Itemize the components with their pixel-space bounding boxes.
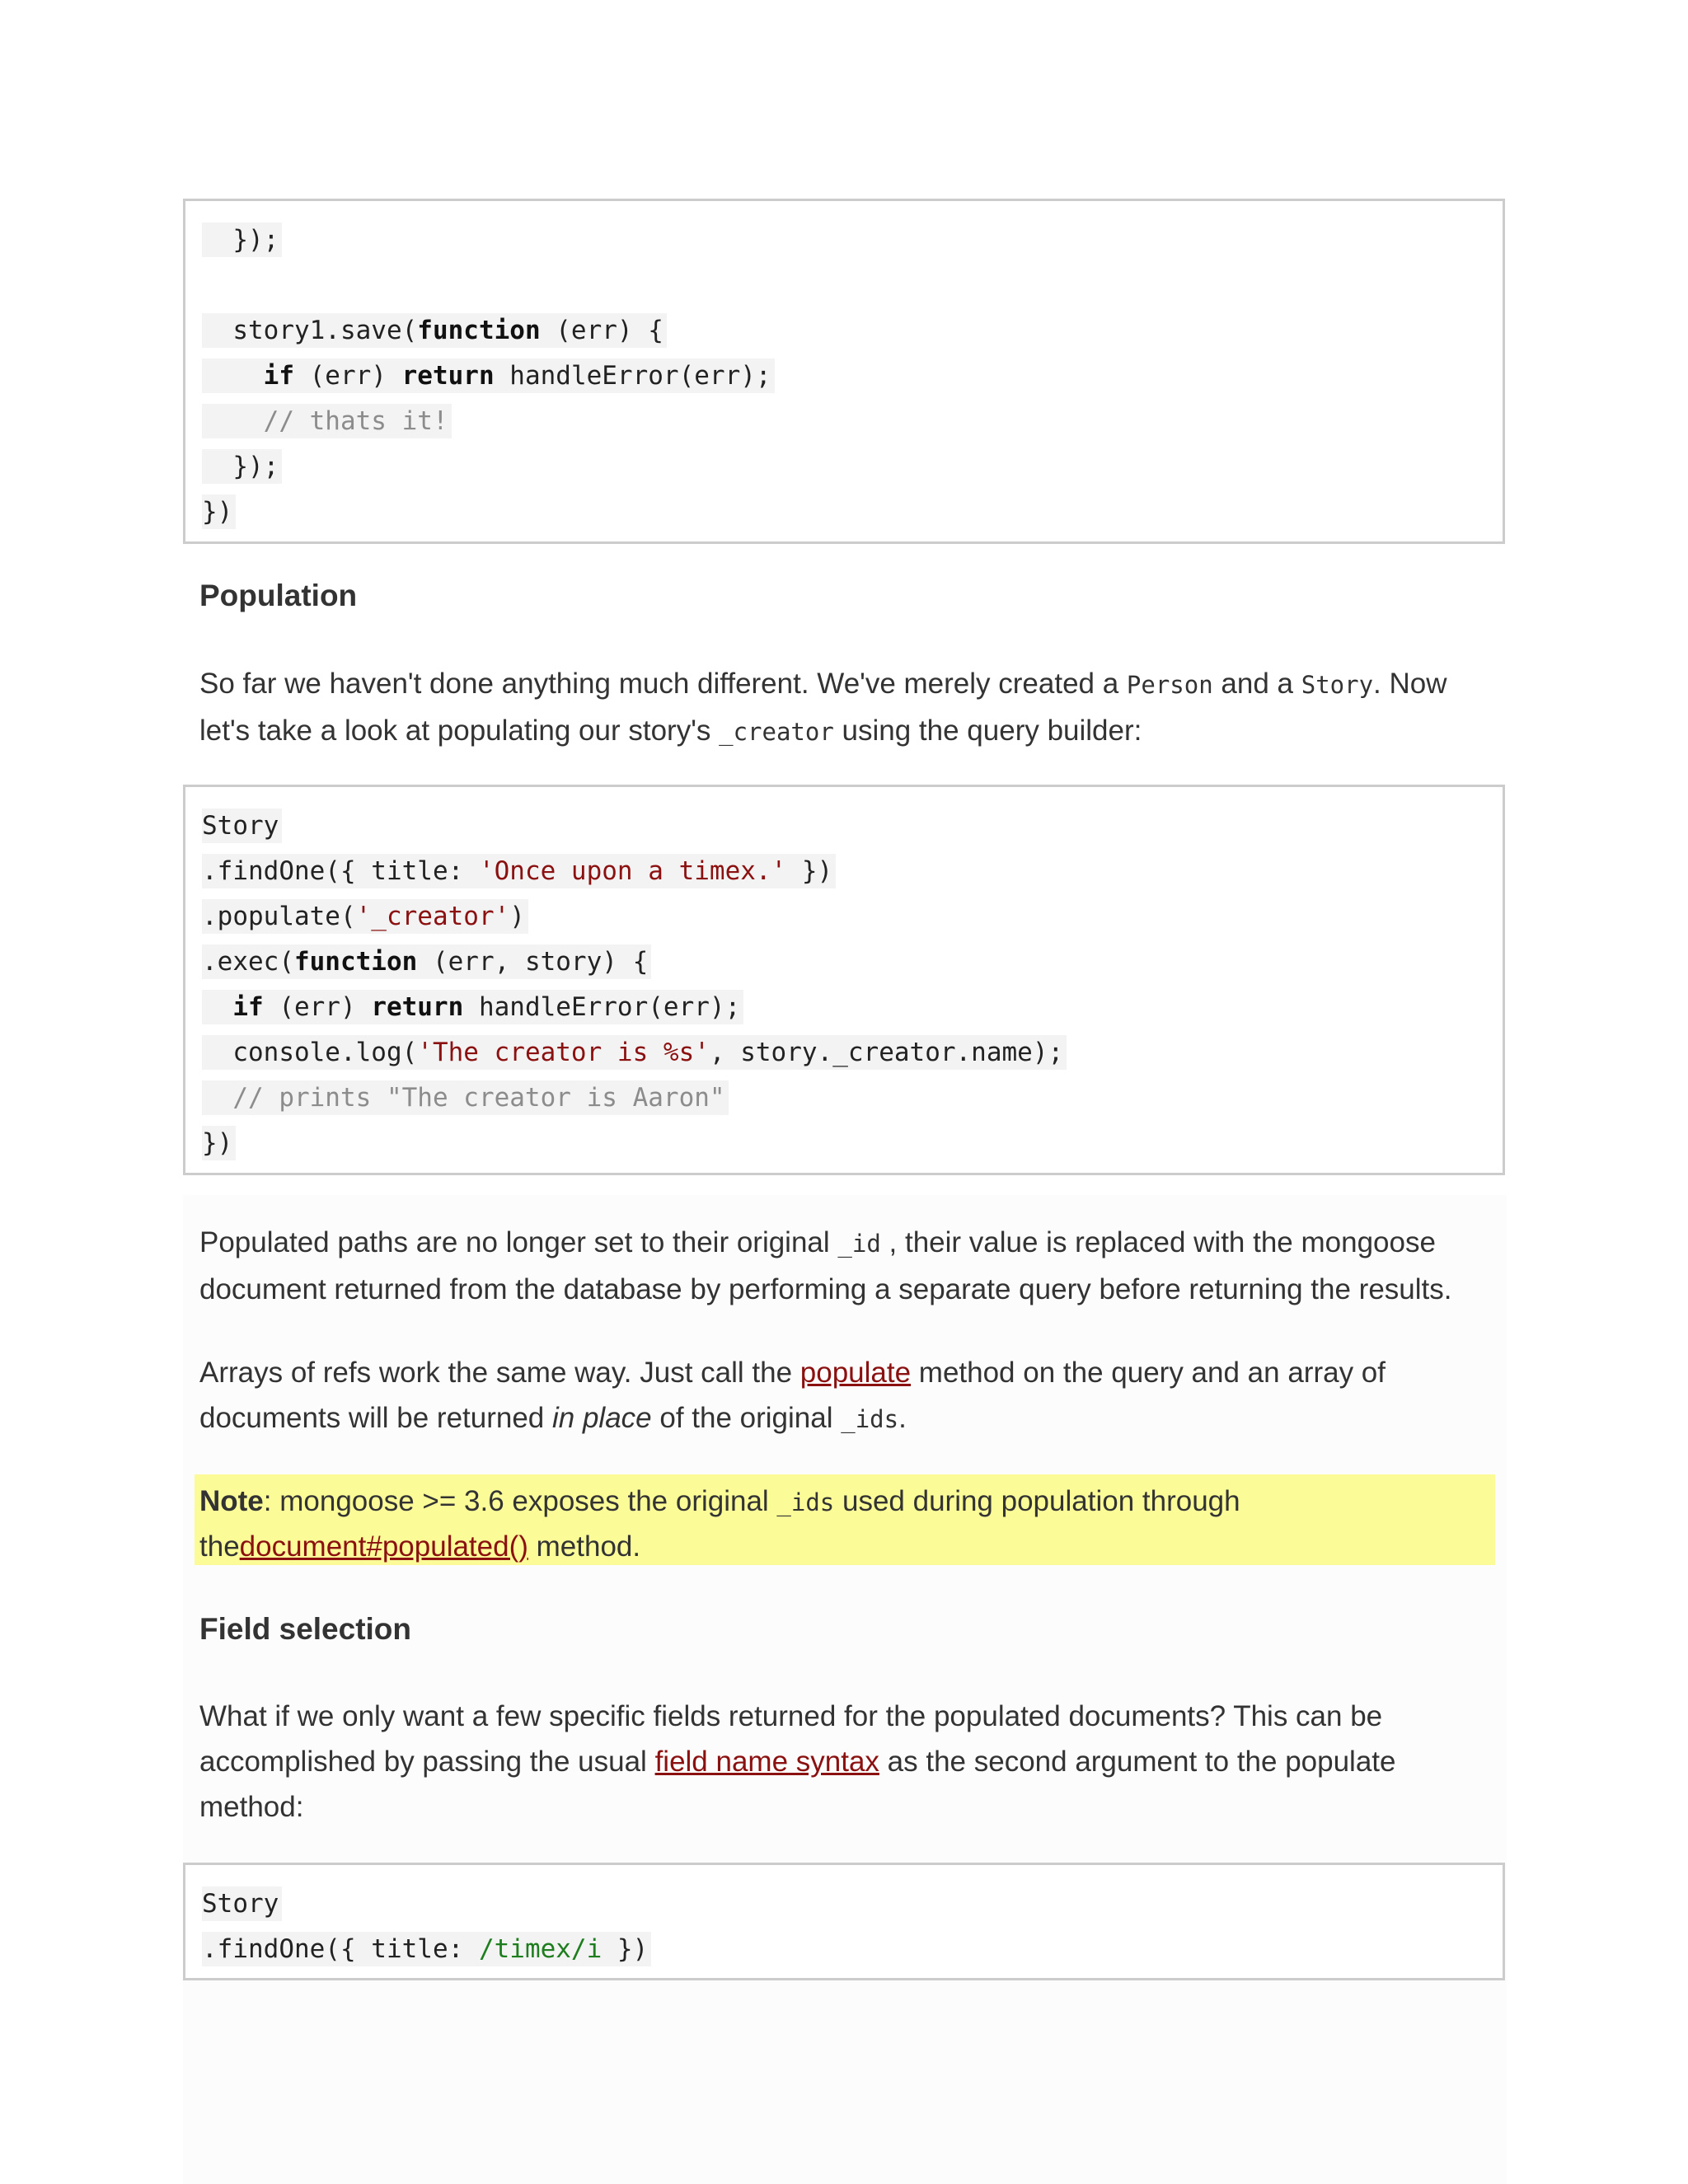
inline-code-ids: _ids [776,1488,835,1516]
code-token: return [401,361,495,391]
code-token: ) [509,902,525,931]
code-token: console.log( [202,1038,418,1067]
paragraph-populated-paths [199,1220,1485,1312]
code-token: /timex/i [478,1934,603,1964]
code-line-content [202,223,282,257]
code-line-content [202,854,836,888]
code-line [185,985,1503,1030]
text-fragment: What if we only want a few specific fields returned for the populated documents? This can be accomplished by passing the usual [199,1700,1383,1778]
text-fragment: Arrays of refs work the same way. Just call the [199,1357,800,1389]
code-line [185,444,1503,490]
code-token: }) [786,856,833,886]
text-fragment: method. [528,1530,641,1563]
paragraph-field-selection [199,1694,1485,1830]
code-token: return [371,992,464,1022]
code-token: handleError(err); [494,361,771,391]
text-fragment: . [898,1402,907,1434]
code-line [185,354,1503,399]
code-line [185,399,1503,444]
code-line-content [202,990,743,1024]
inline-code-creator: _creator [719,718,834,746]
code-token: (err) [293,361,402,391]
code-token: (err) [263,992,372,1022]
code-block-field-selection [183,1863,1505,1980]
text-fragment: and a [1212,668,1301,700]
code-token: }) [202,497,233,527]
code-line-content [202,404,452,438]
text-fragment: , their value is replaced with the mongoose document returned from the database by performing a separate query before returning the results. [199,1226,1452,1305]
text-fragment: using the query builder: [833,715,1142,747]
code-token: }); [202,225,279,255]
code-line [185,804,1503,849]
text-fragment: of the original [651,1402,842,1434]
code-token: .populate( [202,902,356,931]
link-document-populated[interactable]: document#populated() [239,1530,528,1563]
note-text [199,1479,1485,1569]
code-line-content [202,1035,1067,1070]
paragraph-arrays-of-refs [199,1350,1485,1442]
code-line-content [202,1080,729,1115]
code-token [202,992,232,1022]
code-token: (err) { [540,316,663,345]
code-line [185,263,1503,308]
code-line [185,894,1503,940]
code-line [185,1076,1503,1121]
link-populate[interactable]: populate [799,1357,912,1389]
code-token: // thats it! [202,406,448,436]
code-line-content [202,1126,236,1160]
code-token: }); [202,452,279,481]
code-line-content [202,899,528,934]
code-token: '_creator' [355,902,510,931]
code-token: 'The creator is %s' [417,1038,710,1067]
code-block-save-story [183,199,1505,544]
code-token: , story._creator.name); [709,1038,1064,1067]
code-token: function [293,947,418,977]
code-line [185,1030,1503,1076]
code-token: Story [202,1889,279,1919]
page-background-tint [183,1195,1507,2184]
code-token: handleError(err); [463,992,741,1022]
code-token: if [263,361,294,391]
code-block-populate-query [183,785,1505,1175]
code-token: }) [602,1934,649,1964]
code-token: (err, story) { [417,947,649,977]
code-line-content [202,1886,282,1921]
paragraph-population-intro [199,661,1485,755]
text-fragment: method on the query and an array of documents will be returned [199,1357,1386,1434]
code-line [185,218,1503,263]
code-token: function [417,316,541,345]
code-token: Story [202,811,279,841]
heading-population: Population [199,579,358,612]
code-line [185,308,1503,354]
code-token: story1.save( [202,316,418,345]
code-line-content [202,313,667,348]
inline-code-person: Person [1126,671,1213,699]
heading-field-selection: Field selection [199,1612,412,1646]
text-fragment: . Now let's take a look at populating our story's [199,668,1447,747]
note-label: Note [199,1485,264,1517]
code-line [185,1882,1503,1927]
code-token: if [232,992,264,1022]
link-field-name-syntax[interactable]: field name syntax [654,1746,879,1778]
code-line-content [202,359,775,393]
code-line [185,940,1503,985]
code-token: .findOne({ title: [202,1934,479,1964]
code-token: // prints "The creator is Aaron" [202,1083,725,1113]
code-line-content [202,1932,651,1966]
inline-code-id: _id [837,1230,881,1258]
text-fragment: used during population through the [199,1485,1240,1563]
inline-code-ids: _ids [841,1405,899,1433]
code-token: }) [202,1128,233,1158]
text-fragment: as the second argument to the populate method: [199,1746,1396,1823]
code-line [185,849,1503,894]
code-line [185,1927,1503,1972]
code-line-content [202,944,651,979]
inline-code-story: Story [1301,671,1374,699]
code-token [202,361,264,391]
code-line-content [202,808,282,843]
code-token: 'Once upon a timex.' [478,856,787,886]
code-line [185,1121,1503,1166]
text-fragment: So far we haven't done anything much different. We've merely created a [199,668,1127,700]
code-token: .exec( [202,947,294,977]
code-line-content [202,449,282,484]
text-fragment: : mongoose >= 3.6 exposes the original [263,1485,777,1517]
emphasis-in-place: in place [552,1402,652,1434]
code-token: .findOne({ title: [202,856,479,886]
code-line-content [202,494,236,529]
text-fragment: Populated paths are no longer set to their original [199,1226,838,1258]
code-line [185,490,1503,535]
